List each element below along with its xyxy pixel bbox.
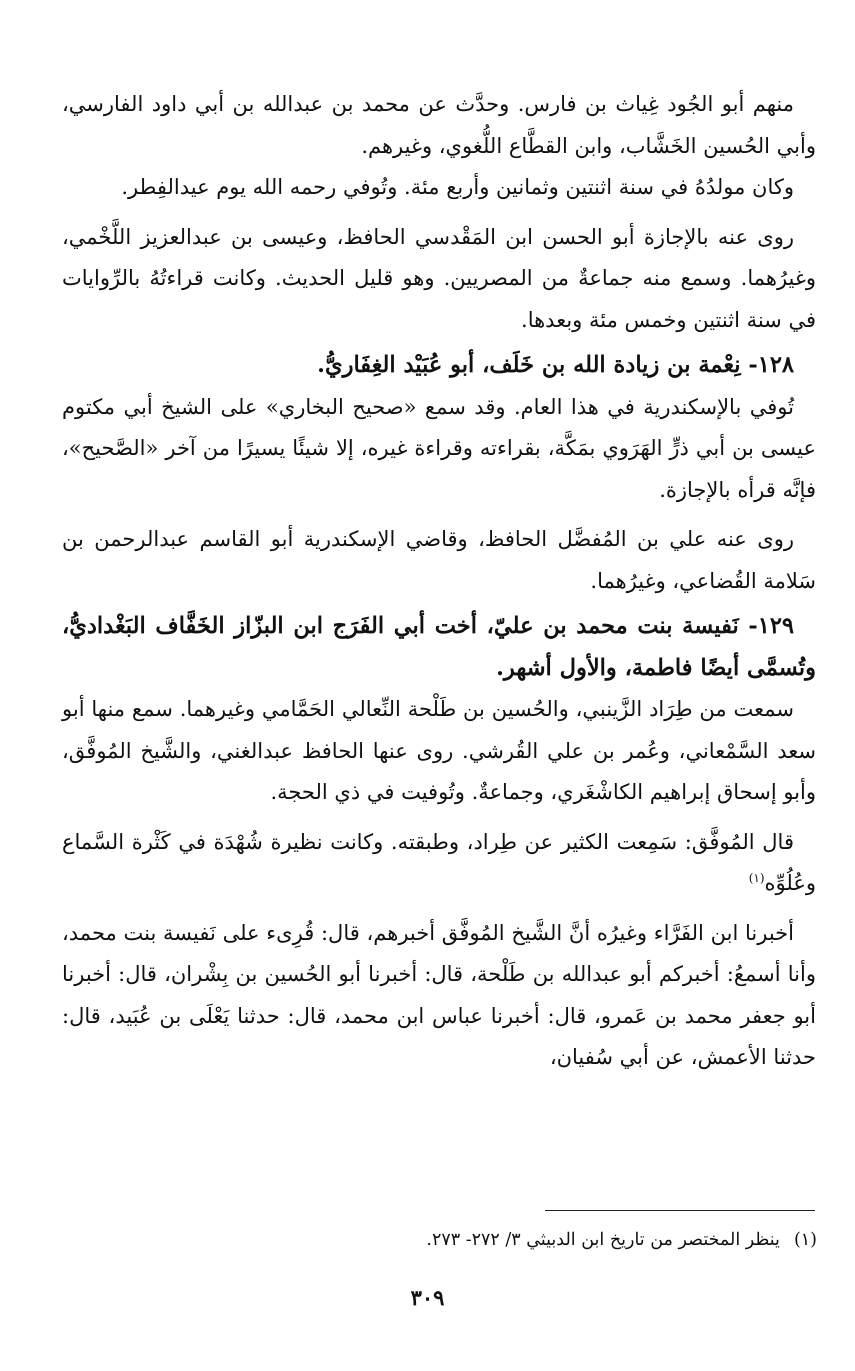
footnote-reference: (١) <box>748 871 765 885</box>
entry-heading-128: ١٢٨- نِعْمة بن زيادة الله بن خَلَف، أبو عُبَيْد الغِفَاريُّ. <box>317 352 794 378</box>
page-body <box>62 84 816 1079</box>
footnote-number: (١) <box>793 1230 817 1250</box>
paragraph-1: منهم أبو الجُود غِياث بن فارس. وحدَّث عن محمد بن عبدالله بن أبي داود الفارسي، وأبي الحُسين الخَشَّاب، وابن القطَّاع اللُّغوي، وغيرهم. <box>62 92 816 158</box>
paragraph-3: روى عنه بالإجازة أبو الحسن ابن المَقْدسي الحافظ، وعيسى بن عبدالعزيز اللَّخْمي، وغيرُهما. وسمع منه جماعةٌ من المصريين. وهو قليل الحديث. وكانت قراءتُهُ بالرِّوايات في سنة اثنتين وخمس مئة وبعدها. <box>62 224 816 332</box>
entry-heading-129: ١٢٩- نَفيسة بنت محمد بن عليّ، أخت أبي الفَرَج ابن البزّاز الخَفَّاف البَغْداديُّ، وتُسمَّى أيضًا فاطمة، والأول أشهر. <box>62 613 816 681</box>
footnote-text: ينظر المختصر من تاريخ ابن الدبيثي ٣/ ٢٧٢- ٢٧٣. <box>426 1230 780 1250</box>
footnote <box>57 1226 817 1254</box>
paragraph-7 <box>62 822 816 905</box>
page-number: ٣٠٩ <box>410 1285 445 1310</box>
footnote-divider <box>545 1210 815 1211</box>
paragraph-6: سمعت من طِرَاد الزَّينبي، والحُسين بن طَلْحة النِّعالي الحَمَّامي وغيرهما. سمع منها أبو سعد السَّمْعاني، وعُمر بن علي القُرشي. روى عنها الحافظ عبدالغني، والشَّيخ المُوفَّق، وأبو إسحاق إبراهيم الكاشْغَري، وجماعةٌ. وتُوفيت في ذي الحجة. <box>62 697 816 804</box>
paragraph-4: تُوفي بالإسكندرية في هذا العام. وقد سمع «صحيح البخاري» على الشيخ أبي مكتوم عيسى بن أبي ذرٍّ الهَرَوي بمَكَّة، بقراءته وقراءة غيره، إلا شيئًا يسيرًا من آخر «الصَّحيح»، فإنَّه قرأه بالإجازة. <box>62 394 816 502</box>
paragraph-2: وكان مولدُهُ في سنة اثنتين وثمانين وأربع مئة. وتُوفي رحمه الله يوم عيدالفِطر. <box>121 175 794 199</box>
paragraph-8: أخبرنا ابن الفَرَّاء وغيرُه أنَّ الشَّيخ المُوفَّق أخبرهم، قال: قُرِىء على نَفيسة بنت محمد، وأنا أسمعُ: أخبركم أبو عبدالله بن طَلْحة، قال: أخبرنا أبو الحُسين بن بِشْران، قال: أخبرنا أبو جعفر محمد بن عَمرو، قال: أخبرنا عباس ابن محمد، قال: حدثنا يَعْلَى بن عُبَيد، قال: حدثنا الأعمش، عن أبي سُفيان، <box>62 920 816 1069</box>
paragraph-7-text: قال المُوفَّق: سَمِعت الكثير عن طِراد، وطبقته. وكانت نظيرة شُهْدَة في كَثْرة السَّماع وعُلُوِّه <box>62 829 816 895</box>
paragraph-5: روى عنه علي بن المُفضَّل الحافظ، وقاضي الإسكندرية أبو القاسم عبدالرحمن بن سَلامة القُضاعي، وغيرُهما. <box>62 527 816 593</box>
